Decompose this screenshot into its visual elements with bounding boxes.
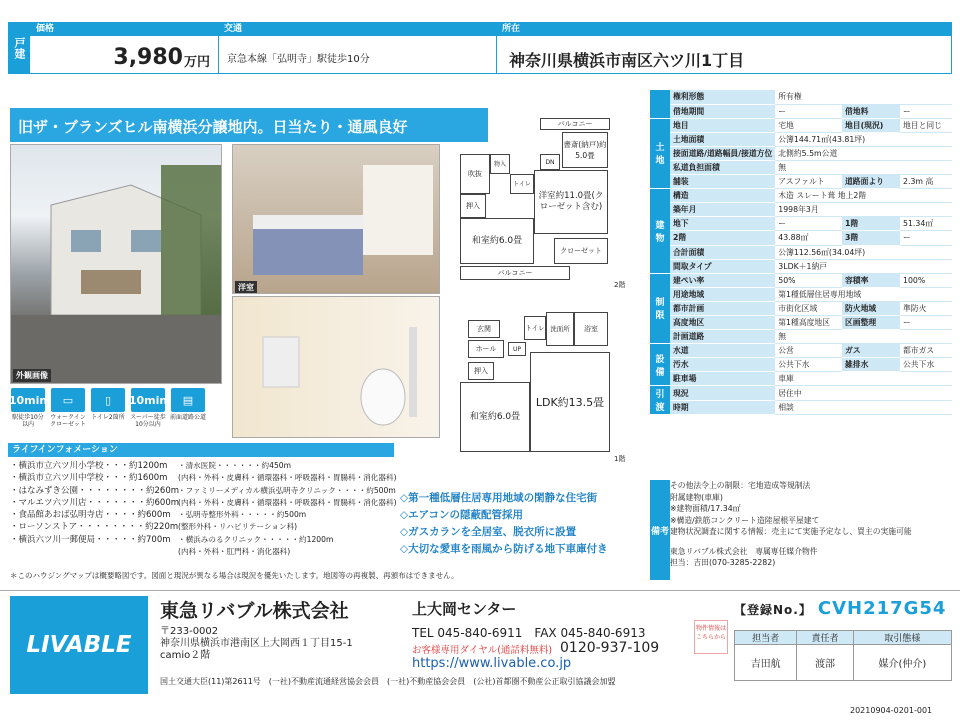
spec-value: 3LDK＋1納戸 (775, 259, 952, 273)
address: 神奈川県横浜市港南区上大岡西１丁目15-1 (160, 638, 353, 649)
spec-value: 木造 スレート葺 地上2階 (775, 189, 952, 203)
biko-line: その他法令上の制限：宅地造成等規制法 (670, 481, 811, 490)
biko-line: 担当：吉田(070-3285-2282) (670, 558, 776, 567)
spec-row (650, 146, 952, 160)
feature-item: ◇大切な愛車を雨風から防げる地下車庫付き (400, 543, 608, 555)
spec-value: 相談 (775, 400, 952, 414)
2f-toilet: トイレ (510, 174, 534, 194)
address-value: 神奈川県横浜市南区六ツ川1丁目 (496, 36, 952, 74)
life-item: ・マルエツ六ツ川店・・・・・・・約600m (10, 497, 180, 508)
2f-yoshitsu: 洋室約11.0畳(クローゼット含む) (534, 170, 608, 234)
company-address (160, 626, 353, 662)
spec-table (650, 90, 952, 415)
price-unit: 万円 (183, 55, 210, 70)
biko-line: 建物状況調査に関する情報：売主にて実施予定なし、買主の実施可能 (670, 527, 912, 536)
biko-line: 東急リバブル株式会社 専属専任媒介物件 (670, 546, 818, 556)
exterior-caption: 外観画像 (13, 369, 51, 382)
spec-category: 引渡 (650, 386, 670, 414)
spec-value: 50% (775, 273, 842, 287)
company-name: 東急リバブル株式会社 (160, 600, 349, 622)
spec-value: 第1種低層住居専用地域 (775, 287, 952, 301)
registration (734, 598, 952, 619)
qr-code-note[interactable]: 物件情報はこちらから (694, 620, 728, 654)
spec-label: 汚水 (670, 358, 775, 372)
spec-row (650, 287, 952, 301)
spec-row (650, 344, 952, 358)
price-value: 3,980 (113, 45, 183, 70)
1f-label: 1階 (614, 455, 626, 463)
spec-label: 容積率 (842, 273, 900, 287)
spec-label: 時期 (670, 400, 775, 414)
staff-header: 責任者 (797, 631, 853, 645)
reg-number: CVH217G54 (817, 598, 947, 619)
biko-line (670, 538, 952, 546)
toilet-two-icon: ▯ トイレ2箇所 (90, 388, 126, 440)
spec-value: アスファルト (775, 175, 842, 189)
spec-label: 築年月 (670, 203, 775, 217)
spec-row (650, 301, 952, 315)
spec-row (650, 175, 952, 189)
spec-label: 高度地区 (670, 316, 775, 330)
life-item: ・ファミリーメディカル横浜弘明寺クリニック・・・・約500m (178, 485, 396, 495)
spec-value: 地目と同じ (900, 118, 952, 132)
staff-table (734, 630, 952, 681)
access-label: 交通 (218, 22, 496, 36)
spec-row (650, 259, 952, 273)
2f-washitsu: 和室約6.0畳 (460, 218, 534, 264)
spec-value: 北側約5.5m公道 (775, 146, 952, 160)
livable-logo: LIVABLE (10, 596, 148, 694)
staff-header: 取引態様 (853, 631, 951, 645)
spec-row (650, 358, 952, 372)
feature-item: ◇ガスカランを全居室、脱衣所に設置 (400, 526, 577, 538)
life-item: (内科・外科・皮膚科・循環器科・呼吸器科・胃腸科・消化器科) (178, 473, 397, 483)
2f-balcony-top: バルコニー (540, 118, 610, 130)
station-walk-icon: 10min 駅徒歩10分以内 (10, 388, 46, 440)
spec-row (650, 217, 952, 231)
staff-value: 媒介(仲介) (853, 645, 951, 681)
1f-genkan: 玄関 (468, 320, 500, 338)
1f-hall: ホール (468, 340, 504, 358)
spec-label: 雑排水 (842, 358, 900, 372)
life-item: (内科・外科・皮膚科・循環器科・呼吸器科・胃腸科・消化器科) (178, 497, 397, 507)
spec-label: ガス (842, 344, 900, 358)
spec-label: 合計面積 (670, 245, 775, 259)
feature-item: ◇第一種低層住居専用地域の閑静な住宅街 (400, 492, 598, 504)
public-road-icon: ▤ 前面道路公道 (170, 388, 206, 440)
life-item: (内科・外科・肛門科・消化器科) (178, 547, 291, 557)
supermarket-walk-icon: 10min スーパー徒歩10分以内 (130, 388, 166, 440)
1f-bath: 浴室 (574, 312, 608, 346)
spec-row (650, 273, 952, 287)
spec-value: 第1種高度地区 (775, 316, 842, 330)
1f-washitsu: 和室約6.0畳 (460, 382, 530, 452)
spec-value: 無 (775, 160, 952, 174)
spec-value: 公簿112.56㎡(34.04坪) (775, 245, 952, 259)
address-label: 所在 (496, 22, 952, 36)
spec-value: 公簿144.71㎡(43.81坪) (775, 132, 952, 146)
staff-value: 渡部 (797, 645, 853, 681)
spec-value: 居住中 (775, 386, 952, 400)
1f-oshiire: 押入 (468, 362, 494, 380)
feature-item: ◇エアコンの隠蔽配管採用 (400, 509, 524, 521)
spec-label: 2階 (670, 231, 775, 245)
spec-label: 区画整理 (842, 316, 900, 330)
spec-value: 2.3m 高 (900, 175, 952, 189)
spec-label: 地目(現況) (842, 118, 900, 132)
spec-label: 構造 (670, 189, 775, 203)
floorplan-1f (454, 298, 630, 468)
exterior-photo (10, 144, 222, 384)
1f-senmen: 洗面所 (546, 312, 574, 346)
map-note: ＊このハウジングマップは概要略図です。図面と現況が異なる場合は現況を優先いたします。地図等の再複製、再頒布はできません。 (10, 571, 459, 580)
headline-banner: 旧ザ・ブランズヒル南横浜分譲地内。日当たり・通風良好 (10, 108, 488, 142)
spec-value: 51.34㎡ (900, 217, 952, 231)
life-item: (整形外科・リハビリテーション科) (178, 522, 298, 532)
price (30, 36, 218, 74)
spec-row (650, 160, 952, 174)
spec-row (650, 386, 952, 400)
life-item: ・清水医院・・・・・・約450m (178, 461, 292, 470)
life-item: ・横浜市立六ツ川中学校・・・約1600m (10, 473, 168, 484)
free-dial-number: 0120-937-109 (560, 640, 660, 656)
spec-row (650, 400, 952, 414)
spec-category: 設備 (650, 344, 670, 386)
spec-value: 43.88㎡ (775, 231, 842, 245)
toilet-photo (232, 296, 440, 438)
spec-label: 地目 (670, 118, 775, 132)
spec-label: 3階 (842, 231, 900, 245)
biko-line: 附属建物(車庫) (670, 492, 723, 502)
spec-row (650, 372, 952, 386)
walk-in-closet-icon: ▭ ウォークインクローゼット (50, 388, 86, 440)
staff-header: 担当者 (735, 631, 797, 645)
spec-label: 地下 (670, 217, 775, 231)
spec-label: 借地期間 (670, 104, 775, 118)
spec-label: 現況 (670, 386, 775, 400)
bedroom-photo (232, 144, 440, 294)
feature-icons (10, 388, 220, 440)
2f-balcony-bottom: バルコニー (460, 266, 570, 280)
spec-label: 舗装 (670, 175, 775, 189)
spec-value: ー (900, 104, 952, 118)
life-item: ・横浜市立六ツ川小学校・・・約1200m (10, 461, 168, 471)
spec-value: 公共下水 (775, 358, 842, 372)
spec-value: 車庫 (775, 372, 952, 386)
spec-label: 借地料 (842, 104, 900, 118)
spec-value: 都市ガス (900, 344, 952, 358)
spec-value: ー (900, 316, 952, 330)
spec-value: ー (775, 104, 842, 118)
spec-label: 私道負担面積 (670, 160, 775, 174)
spec-value: ー (775, 217, 842, 231)
spec-row (650, 316, 952, 330)
life-item: ・はなみずき公園・・・・・・・・約260m (10, 485, 180, 496)
biko-line: ※構造/鉄筋コンクリート造陸屋根平屋建て (670, 515, 820, 525)
2f-dn: DN (540, 154, 560, 170)
1f-toilet: トイレ (524, 316, 546, 340)
spec-label: 接面道路/道路幅員/接道方位 (670, 146, 775, 160)
spec-label: 都市計画 (670, 301, 775, 315)
spec-category: 制限 (650, 273, 670, 343)
bed-illustration (233, 145, 440, 294)
bedroom-caption: 洋室 (235, 281, 257, 294)
spec-row (650, 90, 952, 104)
house-illustration (11, 145, 222, 384)
spec-label: 1階 (842, 217, 900, 231)
spec-category (650, 90, 670, 118)
spec-value: 準防火 (900, 301, 952, 315)
life-item: ・弘明寺整形外科・・・・・約500m (178, 510, 307, 520)
price-label: 価格 (30, 22, 218, 36)
spec-value: 1998年3月 (775, 203, 952, 217)
reg-label: 【登録No.】 (734, 603, 812, 617)
life-info-title: ライフインフォメーション (8, 443, 394, 457)
life-item: ・横浜みのるクリニック・・・・・約1200m (178, 534, 334, 544)
2f-label: 2階 (614, 281, 626, 289)
spec-row (650, 132, 952, 146)
biko-text (670, 480, 952, 569)
spec-value: 公営 (775, 344, 842, 358)
spec-row (650, 231, 952, 245)
access-value: 京急本線「弘明寺」駅徒歩10分 (218, 36, 496, 74)
spec-value: ー (900, 231, 952, 245)
biko-label: 備考 (650, 480, 670, 580)
spec-value: 公共下水 (900, 358, 952, 372)
tel-fax: TEL 045-840-6911 FAX 045-840-6913 (412, 626, 646, 640)
2f-shosai: 書斎(納戸)約5.0畳 (562, 132, 608, 168)
2f-monoire: 物入 (490, 154, 510, 174)
1f-up: UP (508, 342, 526, 356)
staff-value: 吉田航 (735, 645, 797, 681)
spec-row (650, 118, 952, 132)
spec-value: 100% (900, 273, 952, 287)
website-link[interactable]: https://www.livable.co.jp (412, 656, 572, 671)
life-col-2 (178, 460, 418, 558)
spec-label: 計画道路 (670, 330, 775, 344)
document-id: 20210904-0201-001 (850, 706, 933, 715)
spec-value: 所有権 (775, 90, 952, 104)
spec-value: 市街化区域 (775, 301, 842, 315)
life-item: ・ローソンストア・・・・・・・・約220m (10, 522, 179, 533)
spec-value: 無 (775, 330, 952, 344)
license-text: 国土交通大臣(11)第2611号 (一社)不動産流通経営協会会員 (一社)不動産協会会員 (公社)首都圏不動産公正取引協議会加盟 (160, 677, 616, 686)
spec-row (650, 330, 952, 344)
spec-row (650, 245, 952, 259)
life-item: ・食品館あおば弘明寺店・・・・約600m (10, 510, 171, 521)
spec-label: 用途地域 (670, 287, 775, 301)
spec-label: 水道 (670, 344, 775, 358)
property-kind: 戸建 (8, 22, 30, 74)
spec-row (650, 203, 952, 217)
spec-category: 土地 (650, 118, 670, 188)
life-item: ・横浜六ツ川一郵便局・・・・・約700m (10, 534, 171, 545)
2f-fukinuke: 吹抜 (460, 154, 490, 194)
spec-category: 建物 (650, 189, 670, 274)
spec-label: 道路面より (842, 175, 900, 189)
spec-label: 間取タイプ (670, 259, 775, 273)
spec-value: 宅地 (775, 118, 842, 132)
toilet-illustration (233, 297, 440, 438)
zip: 〒233-0002 (160, 626, 219, 637)
floorplan-2f (454, 118, 630, 288)
2f-closet: クローゼット (554, 238, 608, 264)
spec-label: 防火地域 (842, 301, 900, 315)
biko-line: ※建物面積/17.34㎡ (670, 504, 741, 513)
spec-row (650, 189, 952, 203)
building: camio２階 (160, 650, 211, 661)
spec-label: 建ぺい率 (670, 273, 775, 287)
feature-list (400, 490, 650, 558)
branch-name: 上大岡センター (412, 600, 517, 618)
spec-label: 権利形態 (670, 90, 775, 104)
2f-oshiire: 押入 (460, 194, 486, 218)
1f-ldk: LDK約13.5畳 (530, 352, 610, 452)
spec-row (650, 104, 952, 118)
free-dial-label: お客様専用ダイヤル(通話料無料) (412, 645, 553, 656)
spec-label: 土地面積 (670, 132, 775, 146)
spec-label: 駐車場 (670, 372, 775, 386)
life-col-1 (10, 460, 180, 546)
